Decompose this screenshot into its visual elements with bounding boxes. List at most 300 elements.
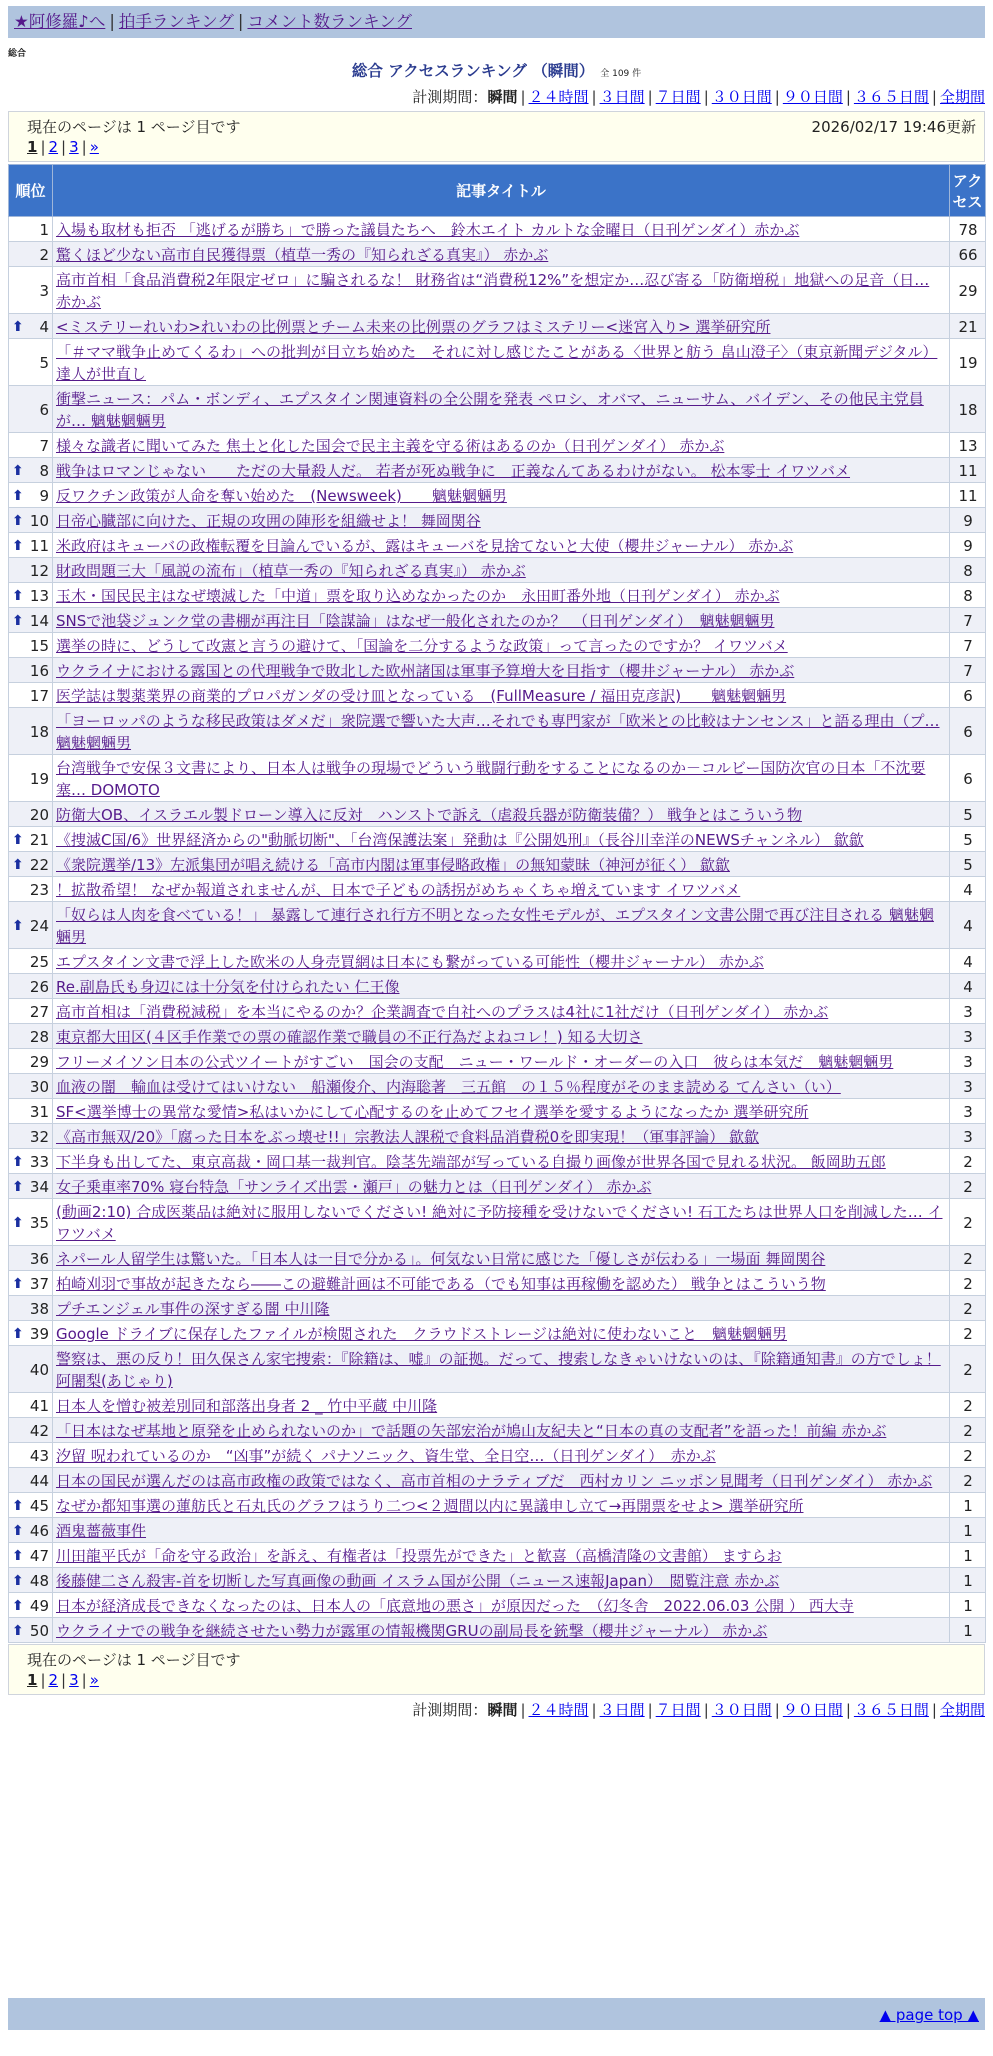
period-option-link[interactable]: ９０日間	[782, 88, 843, 106]
rank-cell	[9, 583, 53, 608]
rank-number: 12	[29, 562, 49, 580]
access-count: 5	[950, 852, 986, 877]
article-title-link[interactable]: ウクライナにおける露国との代理戦争で敗北した欧州諸国は軍事予算増大を目指す（櫻井ジャーナル） 赤かぶ	[56, 662, 795, 680]
ranking-row	[9, 508, 986, 533]
period-current: 瞬間	[487, 1701, 518, 1719]
access-count: 9	[950, 508, 986, 533]
rank-up-arrow-icon: ⬆	[12, 588, 24, 604]
article-title-link[interactable]: 酒鬼薔薇事件	[56, 1522, 147, 1540]
article-title-link[interactable]: 防衛大OB、イスラエル製ドローン導入に反対 ハンストで訴え（虐殺兵器が防衛装備？） 戦争とはこういう物	[56, 806, 802, 824]
ranking-row	[9, 1321, 986, 1346]
title-cell	[53, 242, 950, 267]
access-count: 29	[950, 267, 986, 314]
access-count: 2	[950, 1321, 986, 1346]
rank-up-arrow-icon: ⬆	[12, 832, 24, 848]
ranking-row	[9, 242, 986, 267]
title-cell	[53, 683, 950, 708]
pager-box-bottom	[8, 1644, 985, 1695]
rank-number: 18	[29, 723, 49, 741]
access-column-header: アクセス	[950, 165, 986, 217]
rank-number: 38	[29, 1300, 49, 1318]
article-title-link[interactable]: Re.副島氏も身辺には十分気を付けられたい 仁王像	[56, 978, 400, 996]
title-cell	[53, 658, 950, 683]
rank-cell	[9, 1618, 53, 1643]
rank-number: 8	[39, 462, 49, 480]
access-count: 21	[950, 314, 986, 339]
period-separator: |	[647, 1701, 653, 1719]
rank-number: 39	[29, 1325, 49, 1343]
rank-number: 43	[29, 1447, 49, 1465]
title-cell	[53, 558, 950, 583]
rank-cell	[9, 608, 53, 633]
rank-number: 3	[39, 282, 49, 300]
ranking-row	[9, 267, 986, 314]
rank-number: 9	[39, 487, 49, 505]
current-page-label: 現在のページは 1 ページ目です	[27, 118, 241, 136]
article-title-link[interactable]: 《捜滅C国/6》世界経済からの"動脈切断"、「台湾保護法案」発動は『公開処刑』（長谷川幸洋のNEWSチャンネル） 歙歙	[56, 831, 864, 849]
title-cell	[53, 1296, 950, 1321]
article-title-link[interactable]: 驚くほど少ない高市自民獲得票（植草一秀の『知られざる真実』） 赤かぶ	[56, 246, 549, 264]
ranking-row	[9, 1543, 986, 1568]
access-count: 2	[950, 1149, 986, 1174]
page-separator: |	[61, 1671, 67, 1689]
page-current: 1	[27, 138, 38, 156]
article-title-link[interactable]: プチエンジェル事件の深すぎる闇 中川隆	[56, 1300, 330, 1318]
comment-ranking-link[interactable]: コメント数ランキング	[247, 12, 412, 31]
article-title-link[interactable]: フリーメイソン日本の公式ツイートがすごい 国会の支配 ニュー・ワールド・オーダーの入口 彼らは本気だ 魑魅魍魎男	[56, 1053, 894, 1071]
home-link[interactable]: ★阿修羅♪へ	[14, 12, 106, 31]
current-page-label: 現在のページは 1 ページ目です	[27, 1651, 241, 1669]
article-title-link[interactable]: 様々な識者に聞いてみた 焦土と化した国会で民主主義を守る術はあるのか（日刊ゲンダイ） 赤かぶ	[56, 437, 725, 455]
article-title-link[interactable]: 《衆院選挙/13》左派集団が唱え続ける「高市内閣は軍事侵略政権」の無知蒙昧（神河が征く） 歙歙	[56, 856, 730, 874]
title-cell	[53, 1543, 950, 1568]
article-title-link[interactable]: 医学誌は製薬業界の商業的プロパガンダの受け皿となっている (FullMeasure / 福田克彦訳) 魑魅魍魎男	[56, 687, 787, 705]
article-title-link[interactable]: 警察は、悪の反り！田久保さん家宅捜索：『除籍は、嘘』の証拠。だって、捜索しなきゃいけないのは、『除籍通知書』の方でしょ！ 阿闍梨(あじゃり)	[56, 1350, 941, 1390]
article-title-link[interactable]: 柏崎刈羽で事故が起きたなら――この避難計画は不可能である（でも知事は再稼働を認めた） 戦争とはこういう物	[56, 1275, 826, 1293]
title-cell	[53, 1468, 950, 1493]
ranking-row	[9, 1468, 986, 1493]
nav-separator: |	[109, 12, 115, 31]
rank-number: 21	[29, 831, 49, 849]
title-cell	[53, 1593, 950, 1618]
rank-number: 44	[29, 1472, 49, 1490]
title-cell	[53, 583, 950, 608]
period-option-link[interactable]: ３６５日間	[853, 1701, 929, 1719]
ranking-row	[9, 533, 986, 558]
article-title-link[interactable]: 戦争はロマンじゃない ただの大量殺人だ。 若者が死ぬ戦争に 正義なんてあるわけがない。 松本零士 イワツバメ	[56, 462, 851, 480]
access-count: 2	[950, 1199, 986, 1246]
access-count: 3	[950, 1124, 986, 1149]
ranking-row	[9, 1393, 986, 1418]
period-option-link[interactable]: ２４時間	[528, 88, 589, 106]
title-cell	[53, 1418, 950, 1443]
applause-ranking-link[interactable]: 拍手ランキング	[118, 12, 234, 31]
rank-cell	[9, 802, 53, 827]
rank-up-arrow-icon: ⬆	[12, 513, 24, 529]
article-title-link[interactable]: 「日本はなぜ基地と原発を止められないのか」で話題の矢部宏治が鳩山友紀夫と“日本の真の支配者”を語った！前編 赤かぶ	[56, 1422, 887, 1440]
rank-up-arrow-icon: ⬆	[12, 1523, 24, 1539]
page-top-link[interactable]: ▲ page top ▲	[879, 2006, 979, 2024]
rank-up-arrow-icon: ⬆	[12, 1598, 24, 1614]
access-count: 18	[950, 386, 986, 433]
access-count: 1	[950, 1618, 986, 1643]
ranking-row	[9, 386, 986, 433]
title-cell	[53, 1174, 950, 1199]
article-title-link[interactable]: <ミステリーれいわ>れいわの比例票とチーム未来の比例票のグラフはミステリー<迷宮入り> 選挙研究所	[56, 318, 771, 336]
rank-up-arrow-icon: ⬆	[12, 488, 24, 504]
access-count: 3	[950, 1099, 986, 1124]
rank-cell	[9, 1321, 53, 1346]
ranking-row	[9, 433, 986, 458]
access-count: 3	[950, 1024, 986, 1049]
access-count: 3	[950, 999, 986, 1024]
page-separator: |	[81, 1671, 87, 1689]
period-option-link[interactable]: ７日間	[655, 88, 701, 106]
rank-number: 42	[29, 1422, 49, 1440]
rank-cell	[9, 533, 53, 558]
article-title-link[interactable]: SF<選挙博士の異常な愛情>私はいかにして心配するのを止めてフセイ選挙を愛するようになったか 選挙研究所	[56, 1103, 809, 1121]
rank-number: 25	[29, 953, 49, 971]
title-cell	[53, 314, 950, 339]
rank-cell	[9, 1593, 53, 1618]
article-title-link[interactable]: 日本の国民が選んだのは高市政権の政策ではなく、高市首相のナラティブだ 西村カリン ニッポン見聞考（日刊ゲンダイ） 赤かぶ	[56, 1472, 933, 1490]
period-selector-top	[412, 86, 985, 107]
pagination	[27, 138, 99, 156]
ranking-row	[9, 658, 986, 683]
rank-number: 26	[29, 978, 49, 996]
access-count: 8	[950, 583, 986, 608]
ranking-row	[9, 1296, 986, 1321]
period-option-link[interactable]: ９０日間	[782, 1701, 843, 1719]
access-count: 6	[950, 683, 986, 708]
article-title-link[interactable]: 高市首相は「消費税減税」を本当にやるのか？企業調査で自社へのプラスは4社に1社だけ（日刊ゲンダイ） 赤かぶ	[56, 1003, 829, 1021]
page-link[interactable]: 2	[48, 1671, 59, 1689]
access-count: 6	[950, 708, 986, 755]
period-separator: |	[703, 1701, 709, 1719]
article-title-link[interactable]: 「＃ママ戦争止めてくるわ」への批判が目立ち始めた それに対し感じたことがある〈世界と舫う 畠山澄子〉（東京新聞デジタル） 達人が世直し	[56, 343, 938, 383]
title-cell	[53, 1149, 950, 1174]
rank-cell	[9, 658, 53, 683]
rank-number: 45	[29, 1497, 49, 1515]
period-separator: |	[845, 88, 851, 106]
ranking-row	[9, 999, 986, 1024]
article-title-link[interactable]: 選挙の時に、どうして改憲と言うの避けて、「国論を二分するような政策」って言ったのですか？ イワツバメ	[56, 637, 788, 655]
title-cell	[53, 708, 950, 755]
title-cell	[53, 755, 950, 802]
rank-number: 41	[29, 1397, 49, 1415]
rank-number: 19	[29, 770, 49, 788]
title-cell	[53, 802, 950, 827]
ranking-row	[9, 1074, 986, 1099]
article-title-link[interactable]: 米政府はキューバの政権転覆を目論んでいるが、露はキューバを見捨てないと大使（櫻井ジャーナル） 赤かぶ	[56, 537, 794, 555]
ranking-row	[9, 1124, 986, 1149]
rank-cell	[9, 1418, 53, 1443]
rank-cell	[9, 483, 53, 508]
title-cell	[53, 1568, 950, 1593]
article-title-link[interactable]: 「ヨーロッパのような移民政策はダメだ」衆院選で響いた大声…それでも専門家が「欧米との比較はナンセンス」と語る理由（プ… 魑魅魍魎男	[56, 712, 940, 752]
access-count: 7	[950, 633, 986, 658]
rank-up-arrow-icon: ⬆	[12, 857, 24, 873]
rank-cell	[9, 1124, 53, 1149]
article-title-link[interactable]: 財政問題三大「風説の流布」（植草一秀の『知られざる真実』） 赤かぶ	[56, 562, 526, 580]
rank-up-arrow-icon: ⬆	[12, 1548, 24, 1564]
title-cell	[53, 1443, 950, 1468]
ranking-row	[9, 1346, 986, 1393]
access-count: 4	[950, 949, 986, 974]
rank-cell	[9, 827, 53, 852]
rank-up-arrow-icon: ⬆	[12, 319, 24, 335]
period-option-link[interactable]: ２４時間	[528, 1701, 589, 1719]
rank-number: 32	[29, 1128, 49, 1146]
rank-number: 22	[29, 856, 49, 874]
title-cell	[53, 633, 950, 658]
rank-cell	[9, 1074, 53, 1099]
access-count: 1	[950, 1593, 986, 1618]
period-option-link[interactable]: 全期間	[939, 1701, 985, 1719]
rank-up-arrow-icon: ⬆	[12, 1179, 24, 1195]
ranking-row	[9, 1568, 986, 1593]
period-option-link[interactable]: ３日間	[599, 88, 645, 106]
rank-cell	[9, 755, 53, 802]
access-count: 4	[950, 877, 986, 902]
rank-number: 11	[29, 537, 49, 555]
period-option-link[interactable]: 全期間	[939, 88, 985, 106]
article-title-link[interactable]: Google ドライブに保存したファイルが検閲された クラウドストレージは絶対に使わないこと 魑魅魍魎男	[56, 1325, 788, 1343]
page-current: 1	[27, 1671, 38, 1689]
rank-number: 7	[39, 437, 49, 455]
rank-number: 23	[29, 881, 49, 899]
period-option-link[interactable]: ３０日間	[711, 88, 772, 106]
rank-number: 47	[29, 1547, 49, 1565]
article-title-link[interactable]: 女子乗車率70% 寝台特急「サンライズ出雲・瀬戸」の魅力とは（日刊ゲンダイ） 赤かぶ	[56, 1178, 652, 1196]
rank-cell	[9, 1246, 53, 1271]
rank-number: 1	[39, 221, 49, 239]
title-cell	[53, 533, 950, 558]
page-link[interactable]: 2	[48, 138, 59, 156]
title-cell	[53, 217, 950, 242]
page-separator: |	[81, 138, 87, 156]
title-cell	[53, 999, 950, 1024]
rank-up-arrow-icon: ⬆	[12, 1326, 24, 1342]
article-title-link[interactable]: ！拡散希望！ なぜか報道されませんが、日本で子どもの誘拐がめちゃくちゃ増えています イワツバメ	[56, 881, 741, 899]
period-separator: |	[647, 88, 653, 106]
top-navigation-bar	[8, 6, 985, 38]
rank-cell	[9, 683, 53, 708]
period-option-link[interactable]: ３６５日間	[853, 88, 929, 106]
rank-number: 4	[39, 318, 49, 336]
footer-bar	[8, 1998, 985, 2030]
article-title-link[interactable]: ネパール人留学生は驚いた。「日本人は一目で分かる」。何気ない日常に感じた「優しさが伝わる」一場面 舞岡関谷	[56, 1250, 826, 1268]
title-cell	[53, 827, 950, 852]
period-option-link[interactable]: ７日間	[655, 1701, 701, 1719]
ranking-row	[9, 633, 986, 658]
ranking-rows	[9, 217, 986, 1643]
next-page-link[interactable]: »	[89, 138, 99, 156]
period-separator: |	[774, 1701, 780, 1719]
rank-cell	[9, 999, 53, 1024]
rank-cell	[9, 242, 53, 267]
page-link[interactable]: 3	[69, 138, 79, 156]
article-title-link[interactable]: 東京都大田区(４区手作業での票の確認作業で職員の不正行為だよねコレ！) 知る大切さ	[56, 1028, 643, 1046]
period-separator: |	[774, 88, 780, 106]
article-title-link[interactable]: 汐留 呪われているのか “凶事”が続く パナソニック、資生堂、全日空…（日刊ゲンダイ） 赤かぶ	[56, 1447, 716, 1465]
ranking-row	[9, 755, 986, 802]
title-cell	[53, 949, 950, 974]
category-label: 総合	[8, 49, 27, 59]
rank-cell	[9, 1296, 53, 1321]
ranking-row	[9, 1199, 986, 1246]
page-title-text: 総合 アクセスランキング （瞬間）	[351, 62, 595, 80]
rank-number: 49	[29, 1597, 49, 1615]
access-count: 2	[950, 1296, 986, 1321]
period-selector-bottom	[412, 1699, 985, 1720]
rank-cell	[9, 633, 53, 658]
article-title-link[interactable]: 血液の闇 輸血は受けてはいけない 船瀬俊介、内海聡著 三五館 の１５％程度がそのまま読める てんさい（い）	[56, 1078, 841, 1096]
rank-cell	[9, 1024, 53, 1049]
ranking-row	[9, 1246, 986, 1271]
ranking-row	[9, 827, 986, 852]
title-cell	[53, 902, 950, 949]
period-separator: |	[591, 88, 597, 106]
period-current: 瞬間	[487, 88, 518, 106]
access-count: 7	[950, 658, 986, 683]
rank-cell	[9, 1174, 53, 1199]
article-title-link[interactable]: 台湾戦争で安保３文書により、日本人は戦争の現場でどういう戦闘行動をすることになるのか－コルビー国防次官の日本「不沈要塞… DOMOTO	[56, 759, 926, 799]
article-title-link[interactable]: エプスタイン文書で浮上した欧米の人身売買網は日本にも繋がっている可能性（櫻井ジャーナル） 赤かぶ	[56, 953, 764, 971]
access-count: 5	[950, 802, 986, 827]
article-title-link[interactable]: ウクライナでの戦争を継続させたい勢力が露軍の情報機関GRUの副局長を銃撃（櫻井ジャーナル） 赤かぶ	[56, 1622, 768, 1640]
article-title-link[interactable]: 川田龍平氏が「命を守る政治」を訴え、有権者は「投票先ができた」と歓喜（高橋清隆の文書館） ますらお	[56, 1547, 782, 1565]
rank-number: 14	[29, 612, 49, 630]
article-title-link[interactable]: 日本人を憎む被差別同和部落出身者 2 _ 竹中平蔵 中川隆	[56, 1397, 438, 1415]
rank-number: 16	[29, 662, 49, 680]
access-count: 8	[950, 558, 986, 583]
period-separator: |	[845, 1701, 851, 1719]
page-link[interactable]: 3	[69, 1671, 79, 1689]
access-count: 5	[950, 827, 986, 852]
article-title-link[interactable]: 後藤健二さん殺害-首を切断した写真画像の動画 イスラム国が公開（ニュース速報Japan） 閲覧注意 赤かぶ	[56, 1572, 780, 1590]
title-cell	[53, 1024, 950, 1049]
ranking-row	[9, 802, 986, 827]
nav-separator: |	[237, 12, 244, 31]
rank-cell	[9, 433, 53, 458]
rank-number: 2	[39, 246, 49, 264]
rank-cell	[9, 1543, 53, 1568]
article-title-link[interactable]: 「奴らは人肉を食べている！」 暴露して連行され行方不明となった女性モデルが、エプスタイン文書公開で再び注目される 魑魅魍魎男	[56, 906, 934, 946]
title-cell	[53, 1321, 950, 1346]
ranking-row	[9, 1049, 986, 1074]
access-count: 13	[950, 433, 986, 458]
title-cell	[53, 1099, 950, 1124]
ranking-row	[9, 314, 986, 339]
rank-cell	[9, 1271, 53, 1296]
ranking-row	[9, 974, 986, 999]
period-separator: |	[520, 1701, 526, 1719]
access-count: 2	[950, 1174, 986, 1199]
rank-cell	[9, 1049, 53, 1074]
ranking-row	[9, 683, 986, 708]
article-title-link[interactable]: 《高市無双/20》「腐った日本をぶっ壊せ!!」宗教法人課税で食料品消費税0を即実現！（軍事評論） 歙歙	[56, 1128, 759, 1146]
ranking-row	[9, 1149, 986, 1174]
access-count: 2	[950, 1418, 986, 1443]
title-cell	[53, 877, 950, 902]
pager-box-top	[8, 111, 985, 162]
access-count: 2	[950, 1393, 986, 1418]
article-title-link[interactable]: 反ワクチン政策が人命を奪い始めた (Newsweek) 魑魅魍魎男	[56, 487, 507, 505]
article-title-link[interactable]: 入場も取材も拒否 「逃げるが勝ち」で勝った議員たちへ 鈴木エイト カルトな金曜日（日刊ゲンダイ）赤かぶ	[56, 221, 800, 239]
rank-number: 31	[29, 1103, 49, 1121]
rank-number: 34	[29, 1178, 49, 1196]
period-option-link[interactable]: ３日間	[599, 1701, 645, 1719]
article-title-link[interactable]: なぜか都知事選の蓮舫氏と石丸氏のグラフはうり二つ<２週間以内に異議申し立て→再開票をせよ> 選挙研究所	[56, 1497, 804, 1515]
rank-up-arrow-icon: ⬆	[12, 1623, 24, 1639]
rank-number: 10	[29, 512, 49, 530]
access-count: 66	[950, 242, 986, 267]
rank-cell	[9, 1149, 53, 1174]
access-count: 11	[950, 483, 986, 508]
rank-up-arrow-icon: ⬆	[12, 1215, 24, 1231]
title-cell	[53, 508, 950, 533]
article-title-link[interactable]: 下半身も出してた、東京高裁・岡口基一裁判官。陰茎先端部が写っている自撮り画像が世界各国で見れる状況。 飯岡助五郎	[56, 1153, 886, 1171]
rank-number: 17	[29, 687, 49, 705]
article-title-link[interactable]: 日帝心臓部に向けた、正規の攻囲の陣形を組織せよ！ 舞岡関谷	[56, 512, 481, 530]
pagination	[27, 1671, 99, 1689]
title-cell	[53, 1271, 950, 1296]
access-count: 11	[950, 458, 986, 483]
period-option-link[interactable]: ３０日間	[711, 1701, 772, 1719]
rank-cell	[9, 1443, 53, 1468]
rank-cell	[9, 1199, 53, 1246]
article-title-link[interactable]: 高市首相「食品消費税2年限定ゼロ」に騙されるな！ 財務省は“消費税12%”を想定か…忍び寄る「防衛増税」地獄への足音（日… 赤かぶ	[56, 271, 930, 311]
title-cell	[53, 1049, 950, 1074]
title-cell	[53, 1124, 950, 1149]
rank-cell	[9, 1468, 53, 1493]
rank-number: 6	[39, 401, 49, 419]
access-count: 9	[950, 533, 986, 558]
rank-cell	[9, 974, 53, 999]
rank-number: 5	[39, 354, 49, 372]
article-title-link[interactable]: 日本が経済成長できなくなったのは、日本人の「底意地の悪さ」が原因だった （幻冬舎 2022.06.03 公開 ） 西大寺	[56, 1597, 854, 1615]
rank-cell	[9, 1346, 53, 1393]
access-count: 2	[950, 1443, 986, 1468]
title-cell	[53, 483, 950, 508]
rank-up-arrow-icon: ⬆	[12, 1573, 24, 1589]
ranking-row	[9, 1174, 986, 1199]
ranking-row	[9, 852, 986, 877]
rank-up-arrow-icon: ⬆	[12, 463, 24, 479]
rank-cell	[9, 339, 53, 386]
rank-number: 28	[29, 1028, 49, 1046]
rank-cell	[9, 949, 53, 974]
title-column-header: 記事タイトル	[53, 165, 950, 217]
article-title-link[interactable]: 衝撃ニュース：パム・ボンディ、エプスタイン関連資料の全公開を発表 ペロシ、オバマ、ニューサム、バイデン、その他民主党員が… 魑魅魍魎男	[56, 390, 924, 430]
rank-cell	[9, 1099, 53, 1124]
next-page-link[interactable]: »	[89, 1671, 99, 1689]
article-title-link[interactable]: 玉木・国民民主はなぜ壊滅した「中道」票を取り込めなかったのか 永田町番外地（日刊ゲンダイ） 赤かぶ	[56, 587, 780, 605]
title-cell	[53, 974, 950, 999]
ranking-row	[9, 458, 986, 483]
article-title-link[interactable]: (動画2:10) 合成医薬品は絶対に服用しないでください! 絶対に予防接種を受けないでください! 石工たちは世界人口を削減した… イワツバメ	[56, 1203, 943, 1243]
page-separator: |	[40, 138, 46, 156]
article-title-link[interactable]: SNSで池袋ジュンク堂の書棚が再注目「陰謀論」はなぜ一般化されたのか？ （日刊ゲンダイ） 魑魅魍魎男	[56, 612, 775, 630]
rank-cell	[9, 217, 53, 242]
period-label: 計測期間：	[412, 88, 488, 106]
current-page-text	[27, 1649, 240, 1670]
rank-cell	[9, 1493, 53, 1518]
title-cell	[53, 267, 950, 314]
ranking-row	[9, 1443, 986, 1468]
ranking-row	[9, 339, 986, 386]
